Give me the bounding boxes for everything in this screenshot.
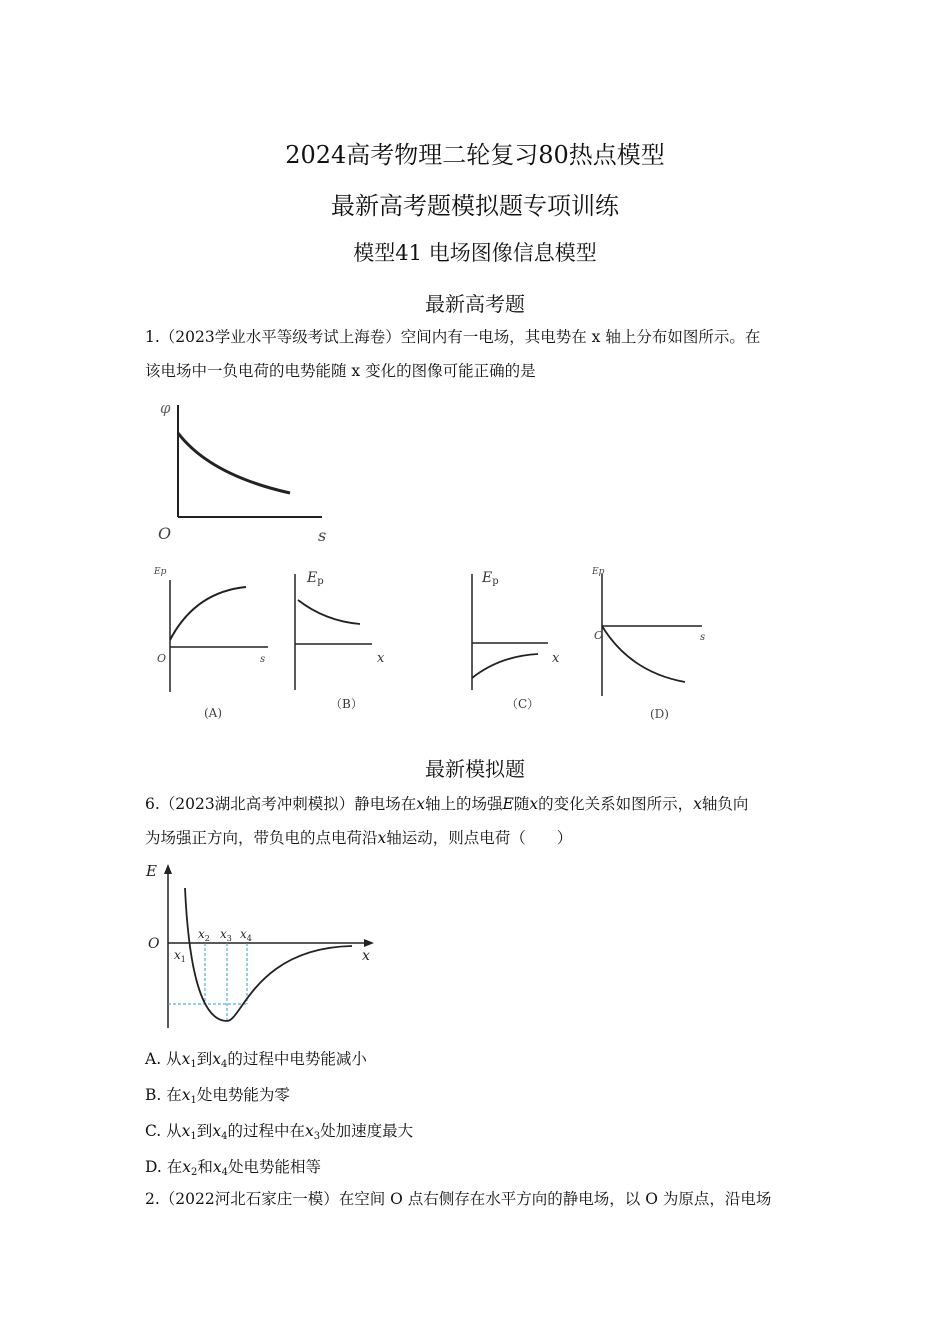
option-d: D. 在$x_2$和$x_4$处电势能相等 (145, 1158, 322, 1178)
origin-label: O (158, 524, 172, 543)
option-a-caption: (A) (204, 706, 223, 720)
option-c-y-label: Ep (482, 570, 499, 587)
potential-curve (178, 433, 290, 493)
doc-subtitle: 最新高考题模拟题专项训练 (331, 192, 619, 220)
question-6-line-2: 为场强正方向，带负电的点电荷沿x轴运动，则点电荷（ ） (145, 829, 573, 847)
option-c-curve (472, 654, 538, 678)
question-2-line-1: 2.（2022河北石家庄一模）在空间 O 点右侧存在水平方向的静电场，以 O 为原点，沿电场 (145, 1190, 772, 1208)
question-2 (145, 1182, 815, 1216)
tick-x4: $x_4$ (240, 927, 252, 943)
option-b-x-label: x (377, 651, 385, 666)
doc-title: 2024高考物理二轮复习80热点模型 (285, 141, 665, 169)
phi-axis-label: φ (160, 399, 171, 417)
option-d-graph (590, 562, 720, 727)
option-d-caption: (D) (650, 707, 669, 721)
option-a-origin: O (157, 652, 167, 665)
option-c-caption: （C） (506, 697, 540, 711)
option-b-curve (298, 600, 360, 624)
section-heading-gaokao: 最新高考题 (425, 292, 525, 316)
option-c-x-label: x (552, 651, 560, 666)
question-6-line-1: 6.（2023湖北高考冲刺模拟）静电场在x轴上的场强E随x的变化关系如图所示，x轴负向 (145, 795, 749, 813)
question-1-line-2: 该电场中一负电荷的电势能随 x 变化的图像可能正确的是 (145, 362, 536, 380)
field-strength-curve (185, 888, 352, 1021)
option-d-origin: O (594, 629, 604, 642)
field-strength-graph (140, 858, 380, 1033)
option-d-x-label: s (700, 632, 706, 643)
option-a-curve (170, 587, 246, 640)
x-axis-label: x (362, 948, 370, 964)
section-heading-moni: 最新模拟题 (425, 757, 525, 781)
option-b-caption: （B） (330, 697, 363, 711)
option-b-graph (285, 566, 395, 721)
question-1-line-1: 1.（2023学业水平等级考试上海卷）空间内有一电场，其电势在 x 轴上分布如图所示。在 (145, 328, 761, 346)
s-axis-label: s (318, 526, 327, 545)
option-a: A. 从$x_1$到$x_4$的过程中电势能减小 (145, 1050, 367, 1070)
question-1 (145, 320, 815, 388)
e-axis-label: E (146, 862, 157, 880)
tick-x2: $x_2$ (198, 927, 210, 943)
question-6 (145, 787, 815, 855)
model-title: 模型41 电场图像信息模型 (353, 241, 597, 265)
option-d-y-label: Ep (592, 567, 605, 577)
option-b: B. 在$x_1$处电势能为零 (145, 1086, 290, 1106)
origin-label-e: O (148, 936, 160, 952)
tick-x3: $x_3$ (220, 927, 232, 943)
option-a-graph (150, 562, 280, 727)
tick-x1: $x_1$ (174, 948, 186, 964)
option-a-y-label: Ep (154, 567, 167, 577)
option-b-y-label: Ep (307, 570, 324, 587)
potential-graph (150, 395, 340, 547)
option-c: C. 从$x_1$到$x_4$的过程中在$x_3$处加速度最大 (145, 1122, 414, 1142)
option-c-graph (460, 566, 570, 721)
option-a-x-label: s (260, 654, 266, 665)
option-d-curve (602, 626, 685, 682)
